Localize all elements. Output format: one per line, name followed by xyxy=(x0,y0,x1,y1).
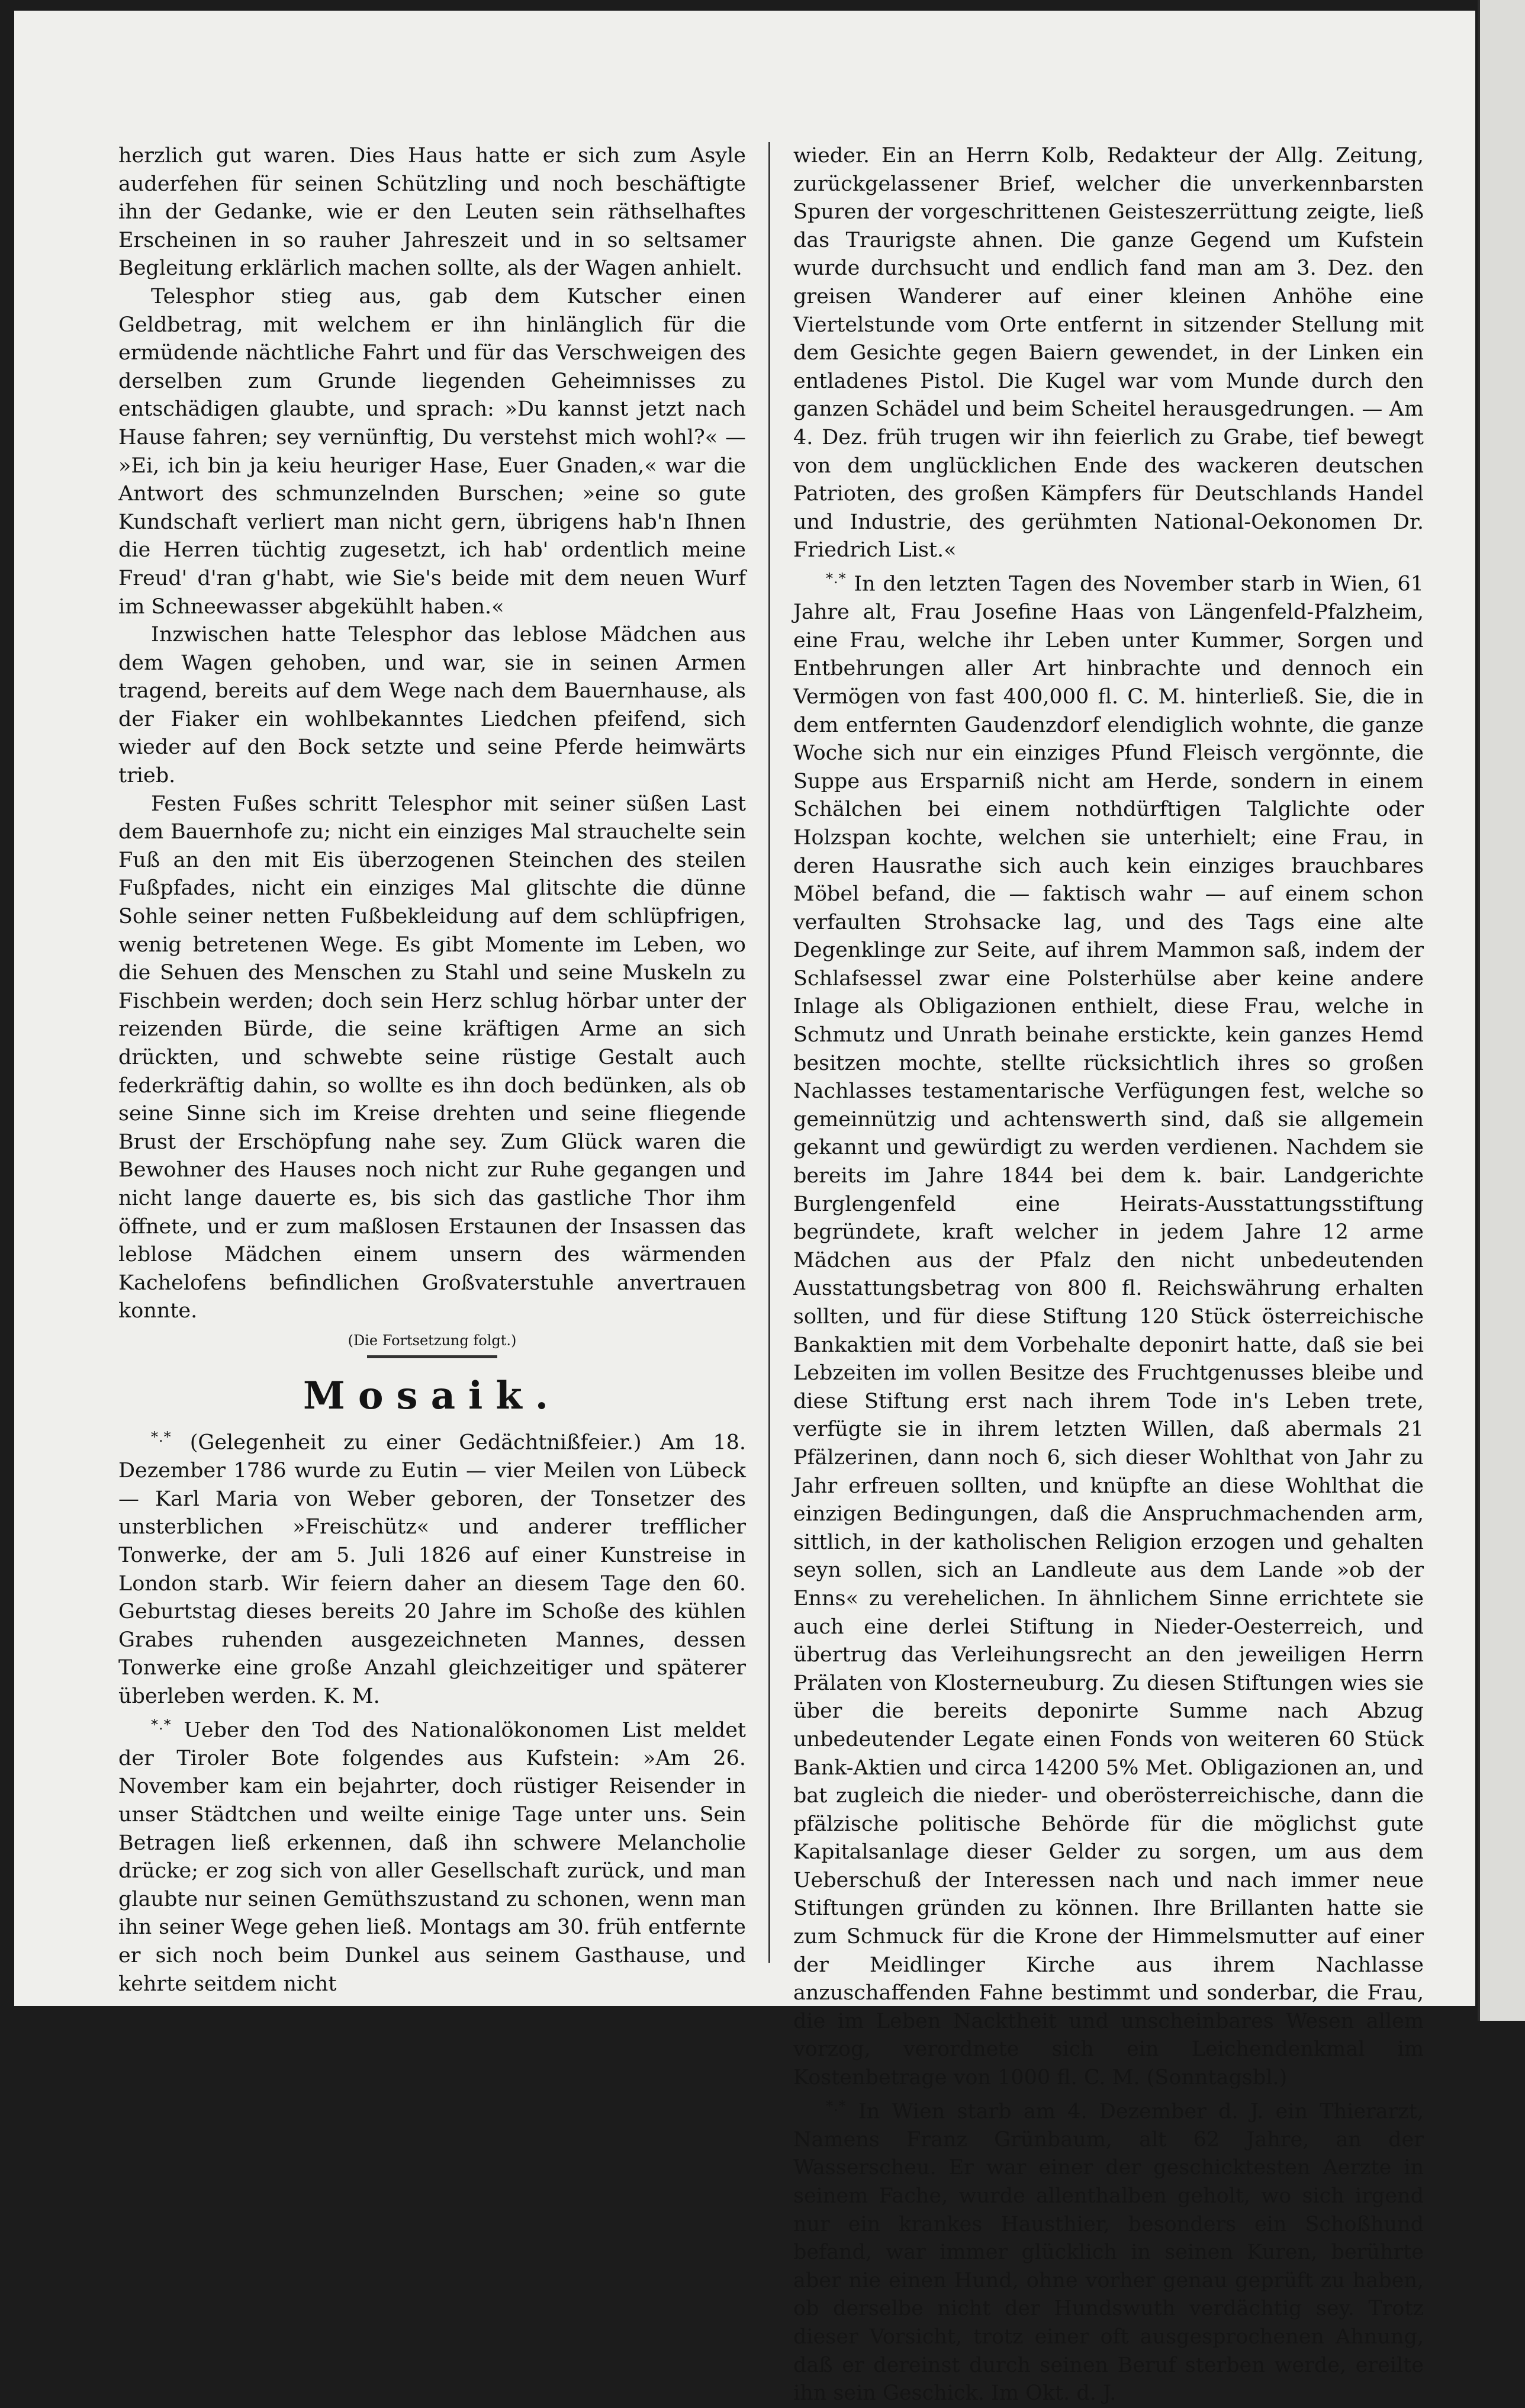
mosaic-item xyxy=(118,1711,746,1999)
mosaic-item-text: In Wien starb am 4. Dezember d. J. ein Thierarzt, Namens Franz Grünbaum, alt 62 Jahre, an der Wasserscheu. Er war einer der geschicktesten Aerzte in seinem Fache, wurde allenthalben geholt, wo sich irgend nur ein krankes Hausthier, besonders ein Schoßhund befand, war immer glücklich in seinen Kuren, berührte aber nie einen Hund, ohne vorher genau geprüft zu haben, ob derselbe nicht der Hundswuth verdächtig sey. Trotz dieser Vorsicht, trotz einer oft ausgesprochenen Ahnung, daß er dereinst durch seinen Beruf sterben werde, ereilte ihn sein Geschick. Im Okt. d. J. xyxy=(793,2100,1424,2406)
asterism-icon: *.* xyxy=(151,1716,172,1733)
section-title: Mosaik. xyxy=(303,1373,561,1418)
mosaic-item xyxy=(793,565,1424,2092)
adjacent-page-edge xyxy=(1478,0,1525,2021)
article-paragraph: Festen Fußes schritt Telesphor mit seiner süßen Last dem Bauernhofe zu; nicht ein einziges Mal strauchelte sein Fuß an den mit Eis überzogenen Steinchen des steilen Fußpfades, nicht ein einziges Mal glitschte die dünne Sohle seiner netten Fußbekleidung auf dem schlüpfrigen, wenig betretenen Wege. Es gibt Momente im Leben, wo die Sehuen des Menschen zu Stahl und seine Muskeln zu Fischbein werden; doch sein Herz schlug hörbar unter der reizenden Bürde, die seine kräftigen Arme an sich drückten, und schwebte seine rüstige Gestalt auch federkräftig dahin, so wollte es ihn doch bedünken, als ob seine Sinne sich im Kreise drehten und seine fliegende Brust der Erschöpfung nahe sey. Zum Glück waren die Bewohner des Hauses noch nicht zur Ruhe gegangen und nicht lange dauerte es, bis sich das gastliche Thor ihm öffnete, und er zum maßlosen Erstaunen der Insassen das leblose Mädchen einem unsern des wärmenden Kachelofens befindlichen Großvaterstuhle anvertrauen konnte. xyxy=(118,792,746,1323)
mosaic-item-text: (Gelegenheit zu einer Gedächtnißfeier.) Am 18. Dezember 1786 wurde zu Eutin — vier Meilen von Lübeck — Karl Maria von Weber geboren, der Tonsetzer des unsterblichen »Freischütz« und anderer trefflicher Tonwerke, der am 5. Juli 1826 auf einer Kunstreise in London starb. Wir feiern daher an diesem Tage den 60. Geburtstag dieses bereits 20 Jahre im Schoße des kühlen Grabes ruhenden ausgezeichneten Mannes, dessen Tonwerke eine große Anzahl gleichzeitiger und späterer überleben werden. K. M. xyxy=(118,1430,746,1708)
mosaic-item-text: In den letzten Tagen des November starb in Wien, 61 Jahre alt, Frau Josefine Haas von Längenfeld-Pfalzheim, eine Frau, welche ihr Leben unter Kummer, Sorgen und Entbehrungen aller Art hinbrachte und dennoch ein Vermögen von fast 400,000 fl. C. M. hinterließ. Sie, die in dem entfernten Gaudenzdorf elendiglich wohnte, die ganze Woche sich nur ein einziges Pfund Fleisch vergönnte, die Suppe aus Ersparniß nicht am Herde, sondern in einem Schälchen bei einem nothdürftigen Talglichte oder Holzspan kochte, welchen sie unterhielt; eine Frau, in deren Hausrathe sich auch kein einziges brauchbares Möbel befand, die — faktisch wahr — auf einem schon verfaulten Strohsacke lag, und des Tags eine alte Degenklinge zur Seite, auf ihrem Mammon saß, indem der Schlafsessel zwar eine Polsterhülse aber keine andere Inlage als Obligazionen enthielt, diese Frau, welche in Schmutz und Unrath beinahe erstickte, kein ganzes Hemd besitzen mochte, stellte rücksichtlich ihres so großen Nachlasses testamentarische Verfügungen fest, welche so gemeinnützig und achtenswerth sind, daß sie allgemein gekannt und gewürdigt zu werden verdienen. Nachdem sie bereits im Jahre 1844 bei dem k. bair. Landgerichte Burglengenfeld eine Heirats-Ausstattungsstiftung begründete, kraft welcher in jedem Jahre 12 arme Mädchen aus der Pfalz den nicht unbedeutenden Ausstattungsbetrag von 800 fl. Reichswährung erhalten sollten, und für diese Stiftung 120 Stück österreichische Bankaktien mit dem Vorbehalte deponirt hatte, daß sie bei Lebzeiten im vollen Besitze des Fruchtgenusses bleibe und diese Stiftung erst nach ihrem Tode in's Leben trete, verfügte sie in ihrem letzten Willen, daß abermals 21 Pfälzerinen, dann noch 6, sich dieser Wohlthat von Jahr zu Jahr erfreuen sollten, und knüpfte an diese Wohlthat die einzigen Bedingungen, daß die Anspruchmachenden arm, sittlich, in der katholischen Religion erzogen und gehalten seyn sollen, sich an Landleute aus dem Lande »ob der Enns« zu verehelichen. In ähnlichem Sinne errichtete sie auch eine derlei Stiftung in Nieder-Oesterreich, und übertrug das Verleihungsrecht an den jeweiligen Herrn Prälaten von Klosterneuburg. Zu diesen Stiftungen wies sie über die bereits deponirte Summe nach Abzug unbedeutender Legate einen Fonds von weiteren 60 Stück Bank-Aktien und circa 14200 5% Met. Obligazionen an, und bat zugleich die nieder- und oberösterreichische, dann die pfälzische politische Behörde für die möglichst gute Kapitalsanlage dieser Gelder zu sorgen, um aus dem Ueberschuß der Interessen nach und nach immer neue Stiftungen gründen zu können. Ihre Brillanten hatte sie zum Schmuck für die Krone der Himmelsmutter auf einer der Meidlinger Kirche aus ihrem Nachlasse anzuschaffenden Fahne bestimmt und sonderbar, die Frau, die im Leben Nacktheit und unscheinbares Wesen allem vorzog, verordnete sich ein Leichendenkmal im Kostenbetrage von 1000 fl. C. M. (Sonntagsbl.) xyxy=(793,572,1424,2090)
right-column xyxy=(793,142,1424,2406)
mosaic-item xyxy=(118,1423,746,1711)
article-paragraph: wieder. Ein an Herrn Kolb, Redakteur der Allg. Zeitung, zurückgelassener Brief, welcher die unverkennbarsten Spuren der vorgeschrittenen Geisteszerrüttung zeigte, ließ das Traurigste ahnen. Die ganze Gegend um Kufstein wurde durchsucht und endlich fand man am 3. Dez. den greisen Wanderer auf einer kleinen Anhöhe eine Viertelstunde vom Orte entfernt in sitzender Stellung mit dem Gesichte gegen Baiern gewendet, in der Linken ein entladenes Pistol. Die Kugel war vom Munde durch den ganzen Schädel und beim Scheitel herausgedrungen. — Am 4. Dez. früh trugen wir ihn feierlich zu Grabe, tief bewegt von dem unglücklichen Ende des wackeren deutschen Patrioten, des großen Kämpfers für Deutschlands Handel und Industrie, des gerühmten National-Oekonomen Dr. Friedrich List.« xyxy=(793,144,1424,562)
mosaic-item xyxy=(793,2092,1424,2408)
article-paragraph: herzlich gut waren. Dies Haus hatte er sich zum Asyle auderfehen für seinen Schützling und noch beschäftigte ihn der Gedanke, wie er den Leuten sein räthselhaftes Erscheinen in so rauher Jahreszeit und in so seltsamer Begleitung erklärlich machen sollte, als der Wagen anhielt. xyxy=(118,144,746,281)
column-divider xyxy=(768,142,770,1963)
article-paragraph: Telesphor stieg aus, gab dem Kutscher einen Geldbetrag, mit welchem er ihn hinlänglich für die ermüdende nächtliche Fahrt und für das Verschweigen des derselben zum Grunde liegenden Geheimnisses zu entschädigen glaubte, und sprach: »Du kannst jetzt nach Hause fahren; sey vernünftig, Du verstehst mich wohl?« — »Ei, ich bin ja keiu heuriger Hase, Euer Gnaden,« war die Antwort des schmunzelnden Burschen; »eine so gute Kundschaft verliert man nicht gern, übrigens hab'n Ihnen die Herren tüchtig zugesetzt, ich hab' ordentlich meine Freud' d'ran g'habt, wie Sie's beide mit dem neuen Wurf im Schneewasser abgekühlt haben.« xyxy=(118,284,746,619)
continuation-note: (Die Fortsetzung folgt.) xyxy=(348,1332,517,1349)
mosaic-item-text: Ueber den Tod des Nationalökonomen List meldet der Tiroler Bote folgendes aus Kufstein: »Am 26. November kam ein bejahrter, doch rüstiger Reisender in unser Städtchen und weilte einige Tage unter uns. Sein Betragen ließ erkennen, daß ihn schwere Melancholie drücke; er zog sich von aller Gesellschaft zurück, und man glaubte nur seinen Gemüthszustand zu schonen, wenn man ihn seiner Wege gehen ließ. Montags am 30. früh entfernte er sich noch beim Dunkel aus seinem Gasthause, und kehrte seitdem nicht xyxy=(118,1718,746,1996)
asterism-icon: *.* xyxy=(826,2097,847,2114)
asterism-icon: *.* xyxy=(151,1428,172,1445)
left-column xyxy=(118,142,746,1996)
section-divider xyxy=(367,1355,497,1358)
article-paragraph: Inzwischen hatte Telesphor das leblose Mädchen aus dem Wagen gehoben, und war, sie in seinen Armen tragend, bereits auf dem Wege nach dem Bauernhause, als der Fiaker ein wohlbekanntes Liedchen pfeifend, sich wieder auf den Bock setzte und seine Pferde heimwärts trieb. xyxy=(118,623,746,788)
asterism-icon: *.* xyxy=(826,570,847,587)
